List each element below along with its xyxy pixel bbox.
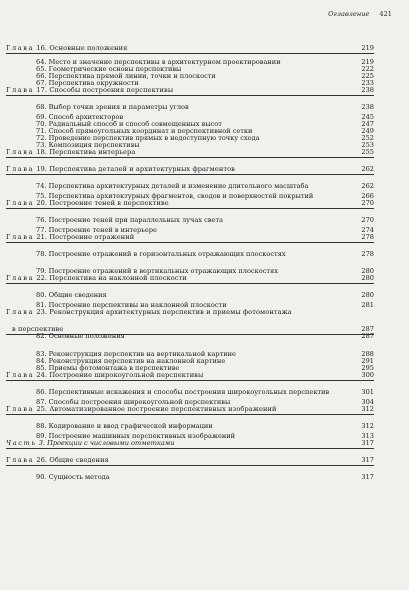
toc-chapter-entry [6, 274, 374, 282]
entry-page-number: 238 [361, 103, 374, 111]
chapter-label: Глава [6, 44, 35, 52]
entry-page-number: 287 [361, 325, 374, 333]
entry-page-number: 280 [361, 291, 374, 299]
entry-page-number: 270 [361, 199, 374, 207]
entry-text: 21. Построение отражений [36, 233, 135, 241]
chapter-divider [6, 448, 374, 449]
chapter-divider [6, 242, 374, 243]
chapter-label: Глава [6, 308, 35, 316]
entry-text: 26. Общие сведения [36, 456, 109, 464]
toc-section-entry [36, 182, 374, 190]
chapter-divider [6, 380, 374, 381]
entry-title [6, 405, 277, 413]
entry-text: 3. Проекции с числовыми отметками [38, 439, 175, 447]
chapter-label: Глава [6, 165, 35, 173]
entry-title [36, 182, 308, 190]
entry-page-number: 291 [361, 357, 374, 365]
entry-page-number: 219 [361, 44, 374, 52]
chapter-divider [6, 53, 374, 54]
entry-page-number: 247 [361, 120, 374, 128]
entry-title [36, 332, 125, 340]
entry-text: 79. Построение отражений в вертикальных отражающих плоскостях [36, 267, 278, 275]
chapter-label: Глава [6, 86, 35, 94]
entry-text: 85. Приемы фотомонтажа в перспективе [36, 364, 180, 372]
running-head-title: Оглавление [328, 10, 370, 18]
toc-section-entry [36, 103, 374, 111]
entry-text: 18. Перспектива интерьера [36, 148, 136, 156]
entry-page-number: 270 [361, 216, 374, 224]
entry-text: 16. Основные положения [36, 44, 128, 52]
entry-page-number: 249 [361, 127, 374, 135]
entry-title [6, 199, 169, 207]
toc-section-entry [36, 388, 374, 396]
toc-section-entry [36, 422, 374, 430]
chapter-label: Глава [6, 233, 35, 241]
entry-page-number: 312 [361, 422, 374, 430]
entry-text: 83. Реконструкция перспектив на вертикальной картине [36, 350, 236, 358]
entry-page-number: 280 [361, 274, 374, 282]
toc-chapter-entry [6, 44, 374, 52]
entry-text: 82. Основные положения [36, 332, 125, 340]
entry-text: 88. Кодирование и ввод графической информации [36, 422, 213, 430]
chapter-divider [6, 157, 374, 158]
entry-text: 74. Перспектива архитектурных деталей и изменение длительного масштаба [36, 182, 309, 190]
entry-text: 24. Построение широкоугольной перспективы [36, 371, 204, 379]
entry-page-number: 262 [361, 165, 374, 173]
toc-chapter-entry [6, 405, 374, 413]
toc-chapter-entry [6, 86, 374, 94]
entry-page-number: 295 [361, 364, 374, 372]
chapter-label: Глава [6, 148, 35, 156]
entry-text: 25. Автоматизированное построение перспективных изображений [36, 405, 277, 413]
entry-title [36, 250, 286, 258]
entry-page-number: 274 [361, 226, 374, 234]
entry-page-number: 255 [361, 148, 374, 156]
entry-page-number: 300 [361, 371, 374, 379]
entry-page-number: 278 [361, 233, 374, 241]
chapter-label: Глава [6, 199, 35, 207]
entry-page-number: 252 [361, 134, 374, 142]
entry-page-number: 287 [361, 332, 374, 340]
entry-page-number: 288 [361, 350, 374, 358]
toc-section-entry [36, 473, 374, 481]
entry-page-number: 281 [361, 301, 374, 309]
entry-page-number: 317 [361, 439, 374, 447]
entry-text: 70. Радиальный способ и способ совмещенных высот [36, 120, 222, 128]
entry-text: 17. Способы построения перспективы [36, 86, 174, 94]
chapter-label: Глава [6, 274, 35, 282]
toc-chapter-entry [6, 199, 374, 207]
entry-text: 64. Место и значение перспективы в архитектурном проектировании [36, 58, 281, 66]
entry-page-number: 317 [361, 473, 374, 481]
chapter-divider [6, 414, 374, 415]
entry-page-number: 253 [361, 141, 374, 149]
page-number: 421 [379, 10, 392, 18]
chapter-divider [6, 95, 374, 96]
entry-text: 72. Проведение перспектив прямых в недоступную точку схода [36, 134, 260, 142]
entry-page-number: 233 [361, 79, 374, 87]
running-head [328, 10, 392, 18]
entry-text: 23. Реконструкция архитектурных перспектив и приемы фотомонтажа [36, 308, 292, 316]
entry-text: 86. Перспективные искажения и способы построения широкоугольных перспектив [36, 388, 330, 396]
entry-text: 75. Перспектива архитектурных фрагментов, сводов и поверхностей покрытий [36, 192, 314, 200]
entry-page-number: 219 [361, 58, 374, 66]
entry-text: 76. Построение теней при параллельных лучах света [36, 216, 224, 224]
toc-section-entry [36, 250, 374, 258]
entry-page-number: 278 [361, 250, 374, 258]
toc-chapter-entry [6, 456, 374, 464]
toc-part-entry [6, 439, 374, 447]
entry-title [6, 456, 109, 464]
entry-title [6, 44, 127, 52]
entry-page-number: 222 [361, 65, 374, 73]
entry-text: 78. Построение отражений в горизонтальных отражающих плоскостях [36, 250, 286, 258]
entry-title [6, 148, 135, 156]
chapter-divider [6, 283, 374, 284]
entry-title [6, 86, 173, 94]
entry-title [6, 233, 134, 241]
entry-title [36, 473, 110, 481]
toc-section-entry [36, 291, 374, 299]
entry-text: 68. Выбор точки зрения и параметры углов [36, 103, 189, 111]
chapter-divider [6, 465, 374, 466]
entry-page-number: 304 [361, 398, 374, 406]
part-label: Часть [6, 439, 37, 447]
entry-title [6, 308, 292, 316]
entry-page-number: 280 [361, 267, 374, 275]
entry-text: 90. Сущность метода [36, 473, 110, 481]
entry-title [36, 216, 223, 224]
entry-title [6, 165, 235, 173]
entry-page-number: 266 [361, 192, 374, 200]
entry-text: 80. Общие сведения [36, 291, 107, 299]
entry-title [6, 371, 203, 379]
entry-title [36, 103, 189, 111]
entry-text: 77. Построение теней в интерьере [36, 226, 157, 234]
entry-title [36, 388, 329, 396]
chapter-divider [6, 208, 374, 209]
entry-text: 73. Композиция перспективы [36, 141, 140, 149]
entry-text: 65. Геометрические основы перспективы [36, 65, 182, 73]
toc-chapter-entry [6, 233, 374, 241]
chapter-label: Глава [6, 371, 35, 379]
entry-page-number: 245 [361, 113, 374, 121]
chapter-divider [6, 174, 374, 175]
entry-page-number: 301 [361, 388, 374, 396]
entry-title [6, 439, 175, 447]
entry-page-number: 262 [361, 182, 374, 190]
entry-title [6, 274, 187, 282]
entry-text: 89. Построение машинных перспективных изображений [36, 432, 236, 440]
toc-section-entry [36, 216, 374, 224]
entry-text: 22. Перспектива на наклонной плоскости [36, 274, 187, 282]
entry-text: 87. Способы построения широкоугольной перспективы [36, 398, 231, 406]
toc-chapter-entry [6, 165, 374, 173]
entry-text: 69. Способ архитекторов [36, 113, 124, 121]
toc-chapter-entry [6, 308, 374, 316]
toc-chapter-entry [6, 148, 374, 156]
entry-page-number: 317 [361, 456, 374, 464]
toc-chapter-entry [6, 371, 374, 379]
entry-page-number: 313 [361, 432, 374, 440]
toc-section-entry [36, 332, 374, 340]
entry-page-number: 238 [361, 86, 374, 94]
entry-text: 84. Реконструкция перспектив на наклонной картине [36, 357, 226, 365]
chapter-label: Глава [6, 456, 35, 464]
entry-page-number: 225 [361, 72, 374, 80]
entry-text: в перспективе [12, 325, 64, 333]
entry-page-number: 312 [361, 405, 374, 413]
entry-text: 20. Построение теней в перспективе [36, 199, 169, 207]
entry-title [36, 291, 107, 299]
entry-text: 19. Перспектива деталей и архитектурных фрагментов [36, 165, 235, 173]
entry-title [36, 422, 213, 430]
entry-text: 71. Способ прямоугольных координат и перспективной сетки [36, 127, 253, 135]
entry-text: 66. Перспектива прямой линии, точки и плоскости [36, 72, 216, 80]
entry-text: 67. Перспектива окружности [36, 79, 139, 87]
entry-text: 81. Построение перспективы на наклонной плоскости [36, 301, 227, 309]
chapter-label: Глава [6, 405, 35, 413]
